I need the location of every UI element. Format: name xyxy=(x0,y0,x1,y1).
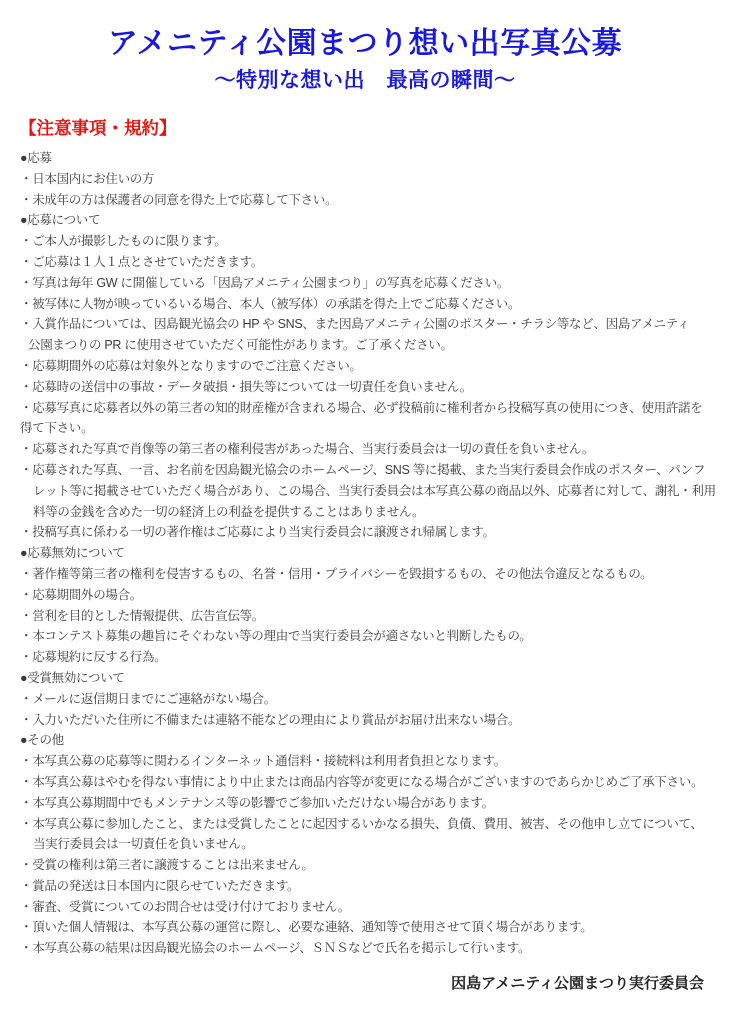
notice-line: 料等の金銭を含めた一切の経済上の利益を提供することはありません。 xyxy=(33,504,425,519)
document-subtitle: ～特別な想い出 最高の瞬間～ xyxy=(214,69,516,92)
notice-line: レット等に掲載させていただく場合があり、この場合、当実行委員会は本写真公募の商品以外、応募者に対して、謝礼・利用 xyxy=(33,483,716,498)
notice-line: ●その他 xyxy=(20,733,64,748)
notice-line: ・写真は毎年 GW に開催している「因島アメニティ公園まつり」の写真を応募ください。 xyxy=(20,275,510,290)
notice-line: ・日本国内にお住いの方 xyxy=(20,171,155,186)
notice-line: ●応募 xyxy=(20,151,52,165)
notice-list xyxy=(20,148,726,959)
notice-line: ・応募時の送信中の事故・データ破損・損失等については一切責任を負いません。 xyxy=(20,379,472,394)
notice-line: 公園まつりの PR に使用させていただく可能性があります。ご了承ください。 xyxy=(28,338,453,353)
notice-line: ・ご応募は１人１点とさせていただきます。 xyxy=(20,254,264,269)
notice-line: ・応募された写真、一言、お名前を因島観光協会のホームページ、SNS 等に掲載、また当実行委員会作成のポスター、パンフ xyxy=(20,462,706,477)
notice-line: ●応募について xyxy=(20,213,101,228)
footer-organization: 因島アメニティ公園まつり実行委員会 xyxy=(451,975,704,993)
notice-line: ・受賞の権利は第三者に譲渡することは出来ません。 xyxy=(20,858,314,873)
notice-line: ・頂いた個人情報は、本写真公募の運営に際し、必要な連絡、通知等で使用させて頂く場合があります。 xyxy=(20,920,593,935)
notice-line: ・応募期間外の応募は対象外となりますのでご注意ください。 xyxy=(20,358,362,373)
notice-line: ・投稿写真に係わる一切の著作権はご応募により当実行委員会に譲渡され帰属します。 xyxy=(20,525,495,540)
notice-line: ・メールに返信期日までにご連絡がない場合。 xyxy=(20,691,276,706)
notice-line: ・被写体に人物が映っているいる場合、本人（被写体）の承諾を得た上でご応募ください。 xyxy=(20,296,521,311)
notice-line: ・本写真公募はやむを得ない事情により中止または商品内容等が変更になる場合がございますのであらかじめご了承下さい。 xyxy=(20,774,704,789)
notice-line: ・入賞作品については、因島観光協会の HP や SNS、また因島アメニティ公園のポスター・チラシ等など、因島アメニティ xyxy=(20,317,690,332)
notice-line: ●応募無効について xyxy=(20,546,125,561)
notice-line: ・応募期間外の場合。 xyxy=(20,587,143,602)
notice-line: ・著作権等第三者の権利を侵害するもの、名誉・信用・プライバシーを毀損するもの、その他法令違反となるもの。 xyxy=(20,566,653,581)
notice-line: ・本写真公募期間中でもメンテナンス等の影響でご参加いただけない場合があります。 xyxy=(20,795,494,810)
notice-line: 得て下さい。 xyxy=(20,421,94,436)
document-header xyxy=(0,24,730,96)
notice-line: ・審査、受賞についてのお問合せは受け付けておりません。 xyxy=(20,899,350,914)
document-title: アメニティ公園まつり想い出写真公募 xyxy=(107,27,623,60)
notice-line: 当実行委員会は一切責任を負いません。 xyxy=(33,837,254,852)
notice-line: ・応募写真に応募者以外の第三者の知的財産権が含まれる場合、必ず投稿前に権利者から投稿写真の使用につき、使用許諾を xyxy=(20,400,703,415)
notice-line: ・未成年の方は保護者の同意を得た上で応募して下さい。 xyxy=(20,192,338,207)
notice-line: ・営利を目的とした情報提供、広告宣伝等。 xyxy=(20,608,265,623)
notice-line: ・本コンテスト募集の趣旨にそぐわない等の理由で当実行委員会が適さないと判断したもの。 xyxy=(20,629,532,644)
section-heading: 【注意事項・規約】 xyxy=(19,118,177,138)
notice-line: ・賞品の発送は日本国内に限らせていただきます。 xyxy=(20,878,300,893)
notice-line: ・本写真公募の応募等に関わるインターネット通信料・接続料は利用者負担となります。 xyxy=(20,754,506,769)
notice-line: ・本写真公募の結果は因島観光協会のホームページ、ＳＮＳなどで氏名を掲示して行います。 xyxy=(20,941,531,956)
notice-line: ・本写真公募に参加したこと、または受賞したことに起因するいかなる損失、負債、費用、被害、その他申し立てについて、 xyxy=(20,816,703,831)
notice-line: ・応募規約に反する行為。 xyxy=(20,650,167,665)
notice-line: ・ご本人が撮影したものに限ります。 xyxy=(20,234,227,249)
notice-line: ・入力いただいた住所に不備または連絡不能などの理由により賞品がお届け出来ない場合。 xyxy=(20,712,521,727)
notice-line: ・応募された写真で肖像等の第三者の権利侵害があった場合、当実行委員会は一切の責任を負いません。 xyxy=(20,442,595,457)
notice-line: ●受賞無効について xyxy=(20,670,125,685)
